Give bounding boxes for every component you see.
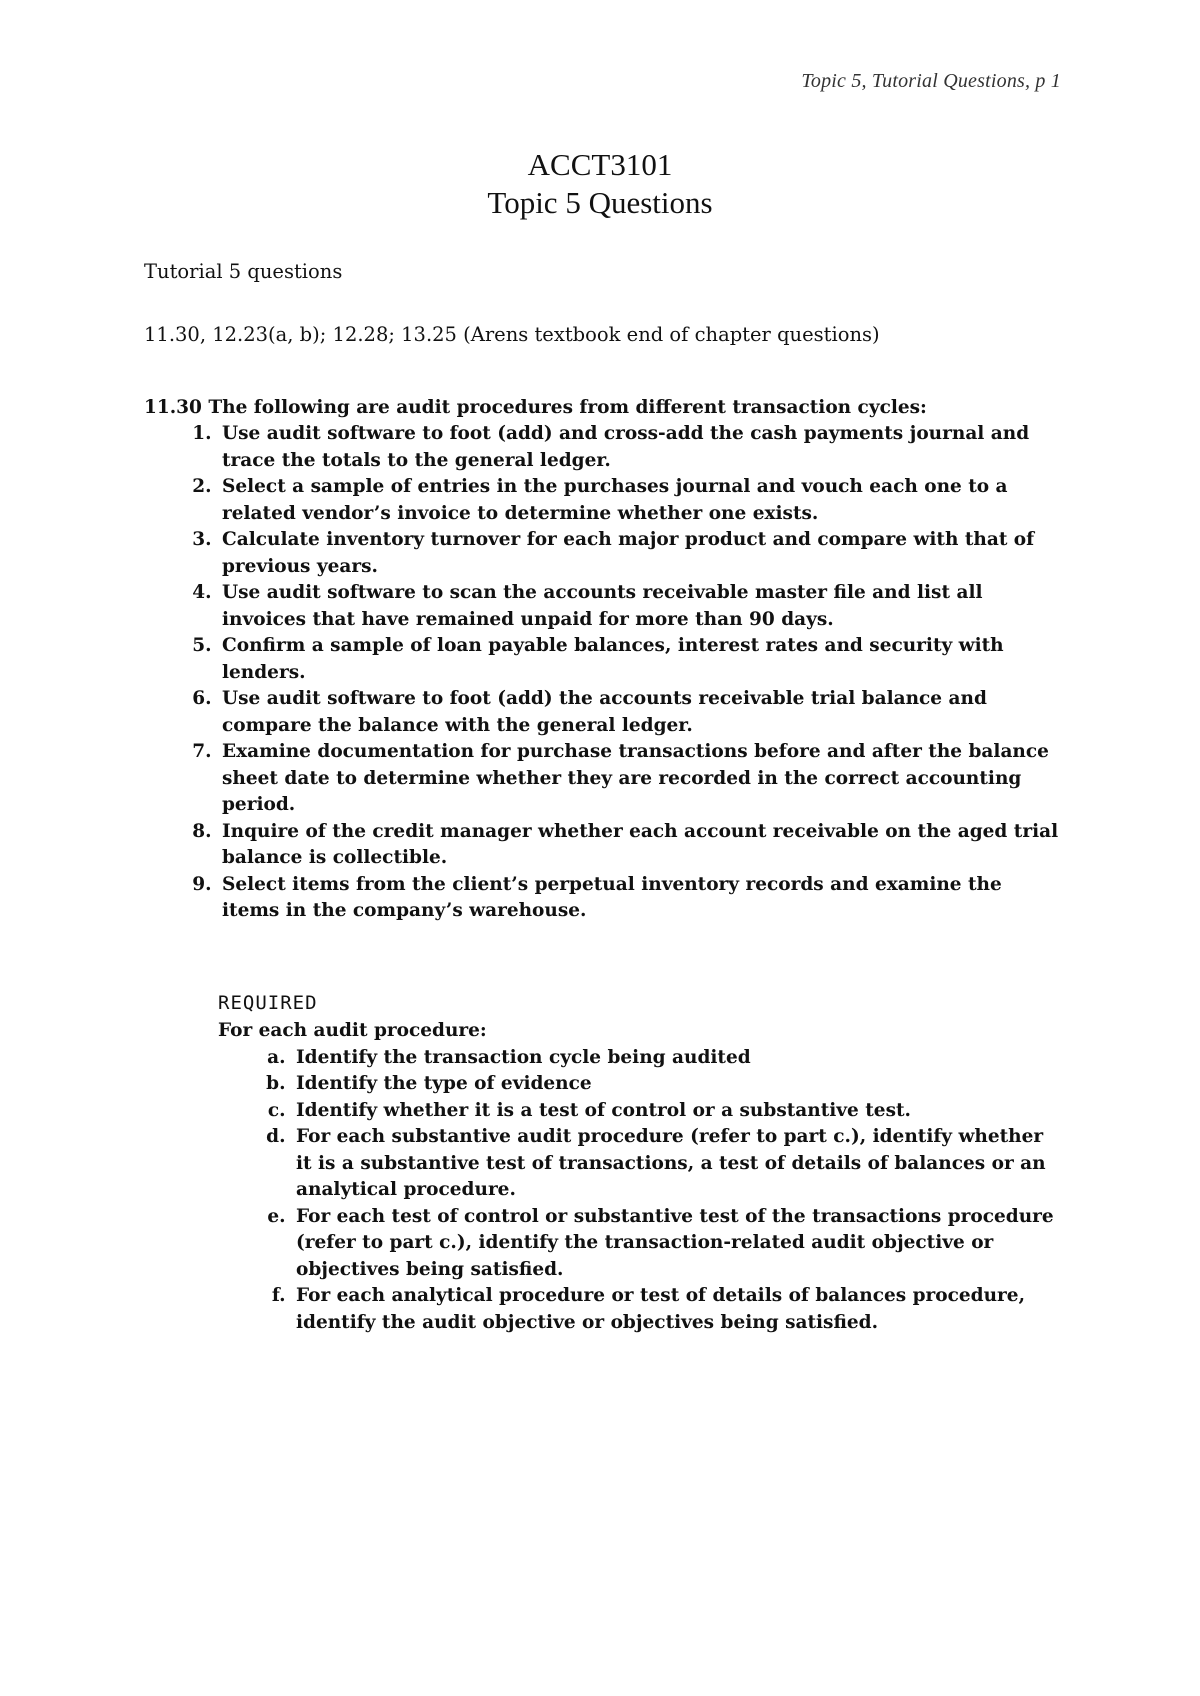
question-intro: 11.30 The following are audit procedures from different transaction cycles:: [144, 397, 927, 418]
list-item: a. Identify the transaction cycle being audited: [292, 1045, 1064, 1072]
required-section: [218, 989, 1064, 1337]
list-item: 1. Use audit software to foot (add) and cross-add the cash payments journal and trace the totals to the general ledger.: [218, 421, 1064, 474]
required-intro: For each audit procedure:: [218, 1019, 487, 1041]
list-item: d. For each substantive audit procedure (refer to part c.), identify whether it is a substantive test of transactions, a test of details of balances or an analytical procedure.: [292, 1124, 1064, 1204]
procedure-list: [144, 421, 1064, 925]
list-item: 8. Inquire of the credit manager whether each account receivable on the aged trial balance is collectible.: [218, 819, 1064, 872]
list-item: 9. Select items from the client’s perpetual inventory records and examine the items in the company’s warehouse.: [218, 872, 1064, 925]
requirement-list: [218, 1045, 1064, 1337]
list-item: c. Identify whether it is a test of control or a substantive test.: [292, 1098, 1064, 1125]
list-item: 2. Select a sample of entries in the purchases journal and vouch each one to a related vendor’s invoice to determine whether one exists.: [218, 474, 1064, 527]
list-item: f. For each analytical procedure or test of details of balances procedure, identify the audit objective or objectives being satisfied.: [292, 1283, 1064, 1336]
title-block: [0, 146, 1200, 222]
list-item: e. For each test of control or substantive test of the transactions procedure (refer to part c.), identify the transaction-related audit objective or objectives being satisfied.: [292, 1204, 1064, 1284]
list-item: 4. Use audit software to scan the accounts receivable master file and list all invoices that have remained unpaid for more than 90 days.: [218, 580, 1064, 633]
list-item: 5. Confirm a sample of loan payable balances, interest rates and security with lenders.: [218, 633, 1064, 686]
document-body: [144, 258, 1064, 1336]
list-item: 3. Calculate inventory turnover for each major product and compare with that of previous years.: [218, 527, 1064, 580]
course-code: ACCT3101: [527, 147, 673, 182]
section-subheading: Tutorial 5 questions: [144, 260, 343, 283]
question-references: 11.30, 12.23(a, b); 12.28; 13.25 (Arens textbook end of chapter questions): [144, 323, 880, 346]
document-title: Topic 5 Questions: [487, 185, 713, 220]
list-item: b. Identify the type of evidence: [292, 1071, 1064, 1098]
required-label: REQUIRED: [218, 991, 318, 1014]
list-item: 6. Use audit software to foot (add) the accounts receivable trial balance and compare the balance with the general ledger.: [218, 686, 1064, 739]
list-item: 7. Examine documentation for purchase transactions before and after the balance sheet date to determine whether they are recorded in the correct accounting period.: [218, 739, 1064, 819]
running-header: Topic 5, Tutorial Questions, p 1: [801, 70, 1061, 92]
